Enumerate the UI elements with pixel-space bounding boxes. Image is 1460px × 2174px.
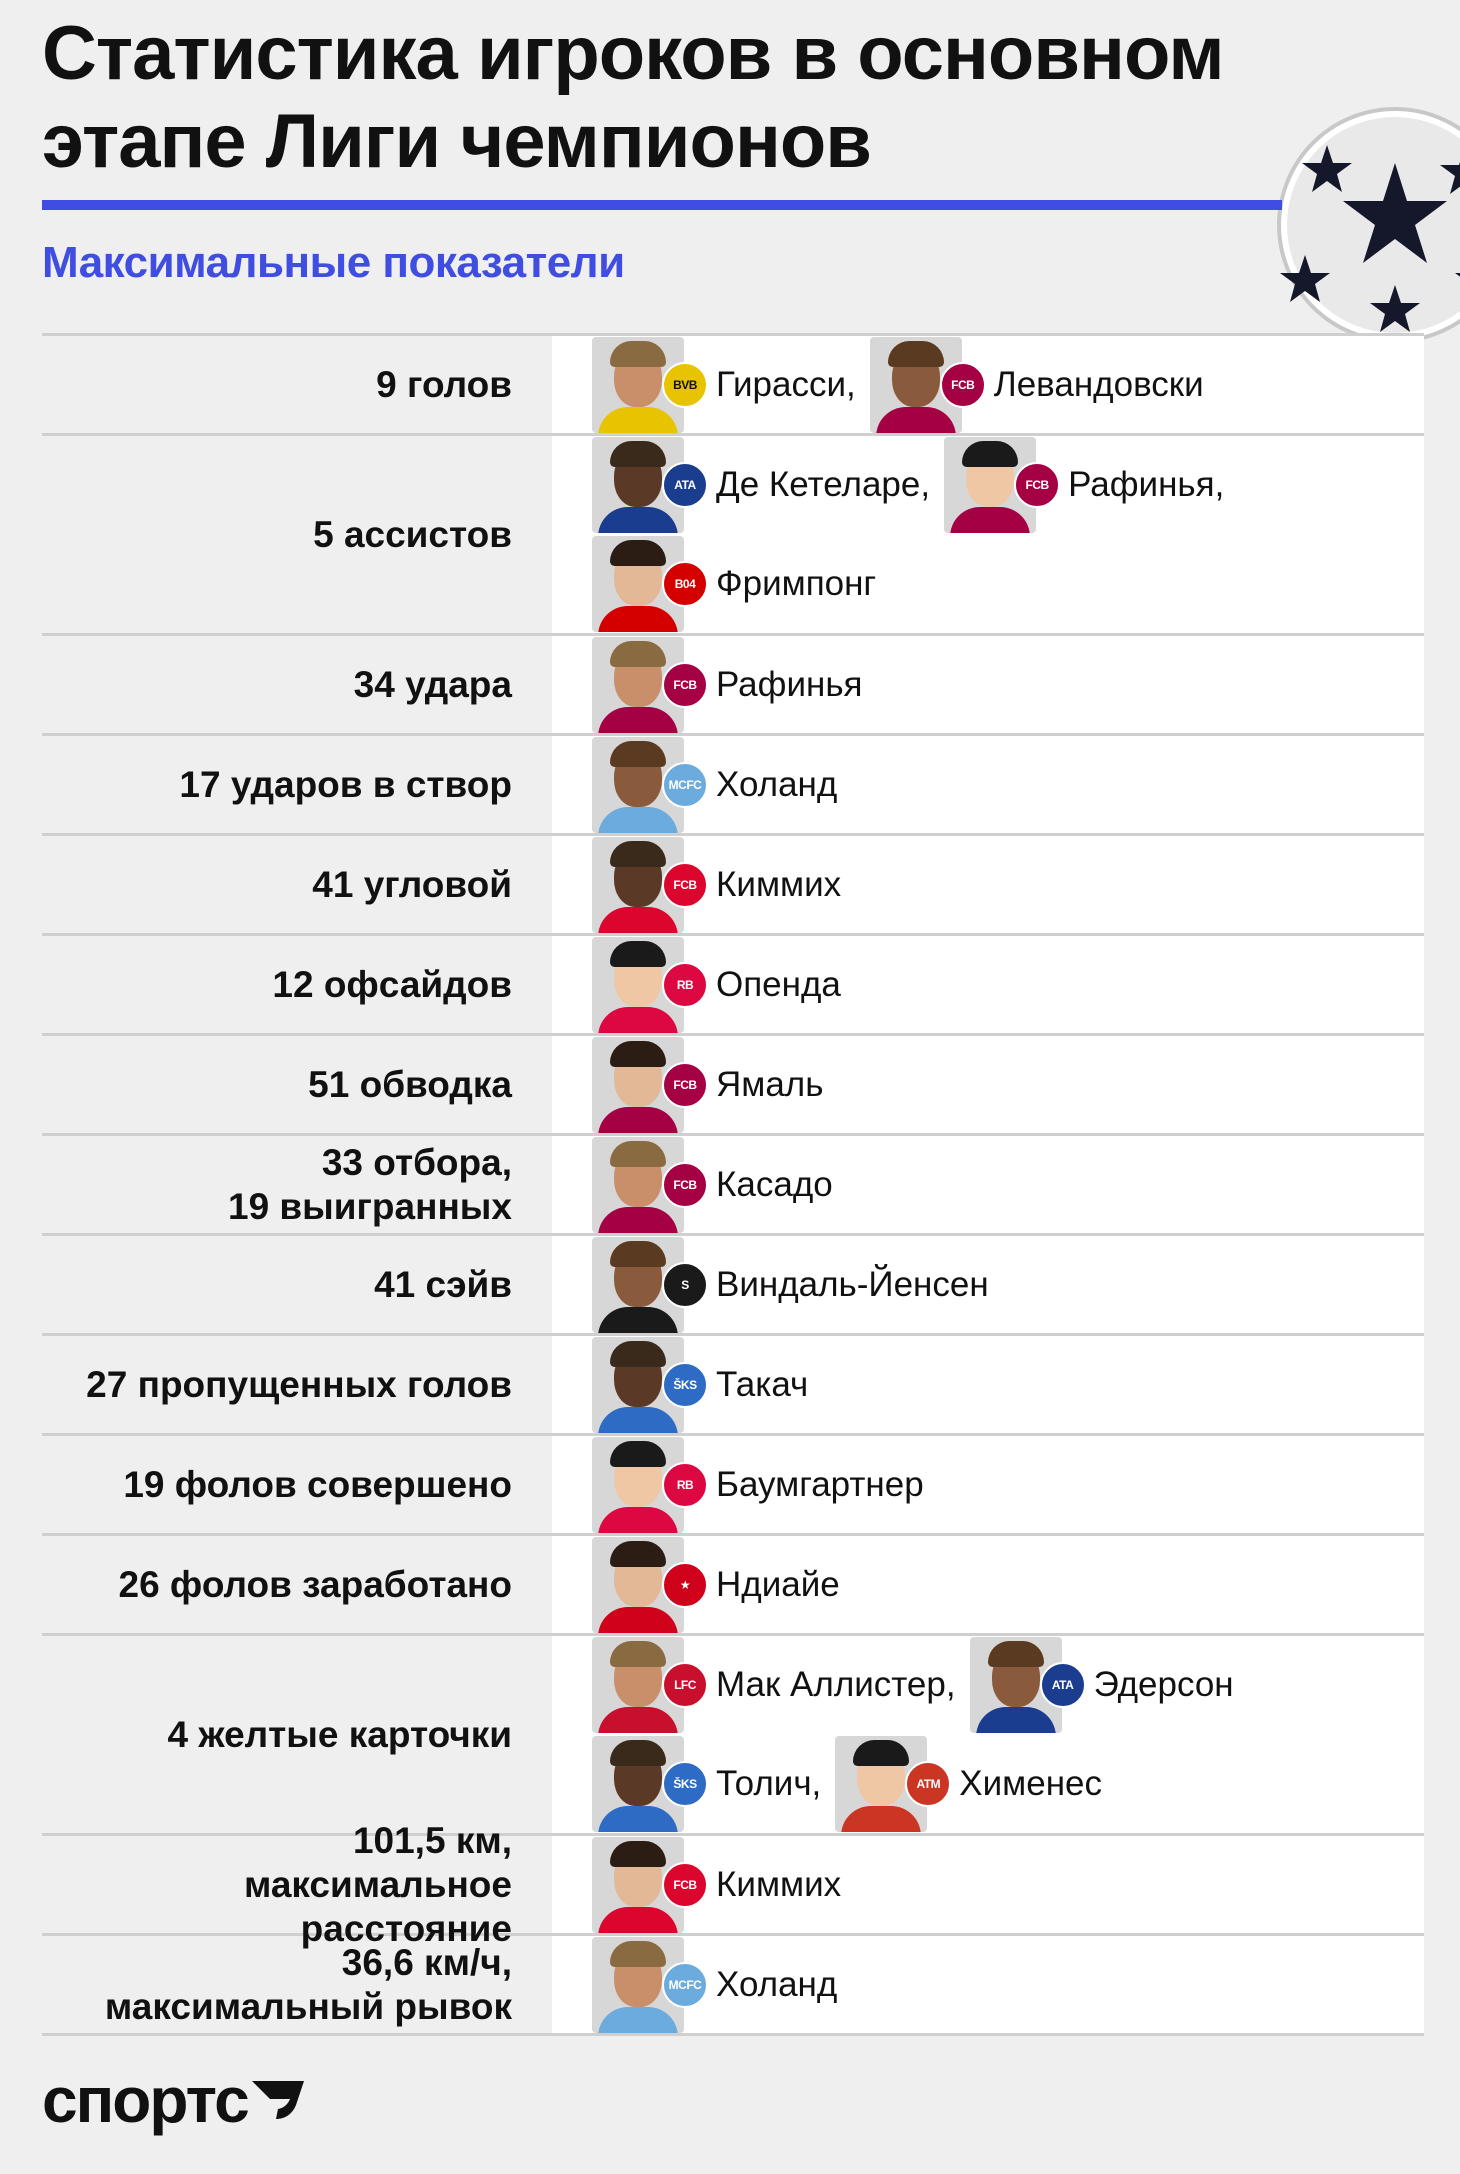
player-entry <box>592 1337 808 1433</box>
barcelona-crest-icon: FCB <box>662 1062 708 1108</box>
players-cell <box>552 1036 1424 1133</box>
player-entry <box>592 637 863 733</box>
stat-row <box>42 1036 1424 1136</box>
champions-league-ball-icon <box>1275 105 1460 345</box>
player-entry <box>592 1736 821 1832</box>
title-line-1: Статистика игроков в основном <box>42 11 1224 96</box>
stat-row <box>42 636 1424 736</box>
player-entry <box>944 437 1224 533</box>
man-city-crest-icon: MCFC <box>662 762 708 808</box>
players-line <box>592 736 1424 833</box>
stat-label-line: 26 фолов заработано <box>118 1563 512 1605</box>
stat-label-line: 33 отбора, <box>321 1141 512 1183</box>
player-name: Опенда <box>716 964 841 1004</box>
stat-label <box>42 636 552 733</box>
sports-ru-logo <box>42 2065 308 2135</box>
player-name: Баумгартнер <box>716 1464 924 1504</box>
crvena-zvezda-crest-icon: ★ <box>662 1562 708 1608</box>
stat-row <box>42 1136 1424 1236</box>
players-line <box>592 936 1424 1033</box>
player-name: Рафинья, <box>1068 465 1225 505</box>
player-entry <box>592 1437 924 1533</box>
players-cell <box>552 1836 1424 1933</box>
stat-row <box>42 1336 1424 1436</box>
title-divider <box>42 200 1282 210</box>
player-name: Толич, <box>716 1763 822 1803</box>
stat-label-line: 41 угловой <box>312 863 512 905</box>
player-entry <box>592 837 841 933</box>
players-line <box>592 1636 1424 1735</box>
players-line <box>592 1336 1424 1433</box>
barcelona-crest-icon: FCB <box>1014 462 1060 508</box>
player-entry <box>592 536 876 632</box>
quote-mark-icon <box>248 2075 308 2125</box>
barcelona-crest-icon: FCB <box>940 362 986 408</box>
players-cell <box>552 1336 1424 1433</box>
stat-row <box>42 936 1424 1036</box>
stat-label-line: 5 ассистов <box>313 513 512 555</box>
players-cell <box>552 436 1424 633</box>
players-line <box>592 1236 1424 1333</box>
players-cell <box>552 1636 1424 1833</box>
player-entry <box>592 337 856 433</box>
players-line <box>592 336 1424 433</box>
stat-label <box>42 936 552 1033</box>
stat-row <box>42 736 1424 836</box>
sparta-crest-icon: S <box>662 1262 708 1308</box>
player-name: Такач <box>716 1364 809 1404</box>
player-entry <box>592 1837 841 1933</box>
stat-label-line: 12 офсайдов <box>272 963 512 1005</box>
atletico-crest-icon: ATM <box>905 1761 951 1807</box>
players-line <box>592 636 1424 733</box>
player-name: Ямаль <box>716 1064 824 1104</box>
players-line <box>592 1536 1424 1633</box>
logo-text: спортс <box>42 2064 248 2136</box>
players-line <box>592 1436 1424 1533</box>
player-name: Киммих <box>716 864 842 904</box>
stat-label-line: максимальный рывок <box>104 1985 512 2027</box>
barcelona-crest-icon: FCB <box>662 662 708 708</box>
stat-label <box>42 336 552 433</box>
player-name: Хименес <box>959 1763 1102 1803</box>
bayern-crest-icon: FCB <box>662 1862 708 1908</box>
player-entry <box>592 1937 837 2033</box>
stat-label <box>42 436 552 633</box>
stat-label <box>42 1036 552 1133</box>
bayern-crest-icon: FCB <box>662 862 708 908</box>
dortmund-crest-icon: BVB <box>662 362 708 408</box>
stat-row <box>42 1536 1424 1636</box>
players-cell <box>552 1536 1424 1633</box>
player-entry <box>970 1637 1234 1733</box>
stat-label-line: 4 желтые карточки <box>167 1713 512 1755</box>
stat-label-line: 9 голов <box>376 363 512 405</box>
player-name: Фримпонг <box>716 563 877 603</box>
player-entry <box>592 1237 989 1333</box>
barcelona-crest-icon: FCB <box>662 1162 708 1208</box>
player-entry <box>592 1037 823 1133</box>
leipzig-crest-icon: RB <box>662 962 708 1008</box>
stat-row <box>42 836 1424 936</box>
players-cell <box>552 1136 1424 1233</box>
player-name: Касадо <box>716 1164 833 1204</box>
stat-label-line: 41 сэйв <box>374 1263 512 1305</box>
stat-row <box>42 1936 1424 2036</box>
slovan-crest-icon: ŠKS <box>662 1761 708 1807</box>
stat-label <box>42 1336 552 1433</box>
stat-label <box>42 1136 552 1233</box>
players-cell <box>552 836 1424 933</box>
players-cell <box>552 1436 1424 1533</box>
liverpool-crest-icon: LFC <box>662 1662 708 1708</box>
stat-label <box>42 1636 552 1833</box>
players-line <box>592 1735 1424 1834</box>
players-line <box>592 1036 1424 1133</box>
stat-label <box>42 836 552 933</box>
leipzig-crest-icon: RB <box>662 1462 708 1508</box>
player-name: Ндиайе <box>716 1564 840 1604</box>
player-name: Рафинья <box>716 664 863 704</box>
players-line <box>592 836 1424 933</box>
player-name: Виндаль-Йенсен <box>716 1264 989 1304</box>
atalanta-crest-icon: ATA <box>1040 1662 1086 1708</box>
title-line-2: этапе Лиги чемпионов <box>42 99 871 184</box>
players-cell <box>552 936 1424 1033</box>
stat-row <box>42 436 1424 636</box>
players-line <box>592 1136 1424 1233</box>
player-name: Холанд <box>716 764 838 804</box>
player-entry <box>592 737 837 833</box>
players-cell <box>552 336 1424 433</box>
stat-label-line: 34 удара <box>353 663 512 705</box>
players-cell <box>552 636 1424 733</box>
players-line <box>592 436 1424 535</box>
player-name: Де Кетеларе, <box>716 465 931 505</box>
stat-label-line: 19 фолов совершено <box>123 1463 512 1505</box>
page-title <box>42 10 1362 186</box>
players-line <box>592 535 1424 634</box>
player-name: Левандовски <box>993 364 1204 404</box>
leverkusen-crest-icon: B04 <box>662 561 708 607</box>
stat-label-line: максимальное расстояние <box>243 1863 512 1949</box>
player-name: Киммих <box>716 1864 842 1904</box>
stat-label <box>42 1819 552 1949</box>
stat-label-line: 101,5 км, <box>352 1819 512 1861</box>
stat-label <box>42 1936 552 2033</box>
stat-row <box>42 336 1424 436</box>
stat-label-line: 51 обводка <box>308 1063 512 1105</box>
player-entry <box>592 1137 833 1233</box>
players-cell <box>552 736 1424 833</box>
stat-label-line: 27 пропущенных голов <box>86 1363 512 1405</box>
atalanta-crest-icon: ATA <box>662 462 708 508</box>
stats-table <box>42 333 1424 2036</box>
player-name: Гирасси, <box>716 364 856 404</box>
players-cell <box>552 1936 1424 2033</box>
slovan-crest-icon: ŠKS <box>662 1362 708 1408</box>
stat-row <box>42 1436 1424 1536</box>
players-cell <box>552 1236 1424 1333</box>
players-line <box>592 1936 1424 2033</box>
players-line <box>592 1836 1424 1933</box>
player-name: Эдерсон <box>1093 1665 1234 1705</box>
player-entry <box>592 1537 840 1633</box>
stat-label-line: 19 выигранных <box>228 1185 512 1227</box>
player-entry <box>592 437 930 533</box>
stat-row <box>42 1236 1424 1336</box>
player-entry <box>870 337 1204 433</box>
stat-row <box>42 1819 1424 1949</box>
player-entry <box>592 937 841 1033</box>
stat-label-line: 17 ударов в створ <box>179 763 512 805</box>
stat-row <box>42 1636 1424 1836</box>
player-entry <box>835 1736 1102 1832</box>
man-city-crest-icon: MCFC <box>662 1962 708 2008</box>
stat-label <box>42 736 552 833</box>
stat-label-line: 36,6 км/ч, <box>341 1941 512 1983</box>
player-name: Холанд <box>716 1964 838 2004</box>
stat-label <box>42 1536 552 1633</box>
stat-label <box>42 1236 552 1333</box>
player-entry <box>592 1637 956 1733</box>
subtitle: Максимальные показатели <box>42 238 625 287</box>
player-name: Мак Аллистер, <box>716 1665 956 1705</box>
stat-label <box>42 1436 552 1533</box>
